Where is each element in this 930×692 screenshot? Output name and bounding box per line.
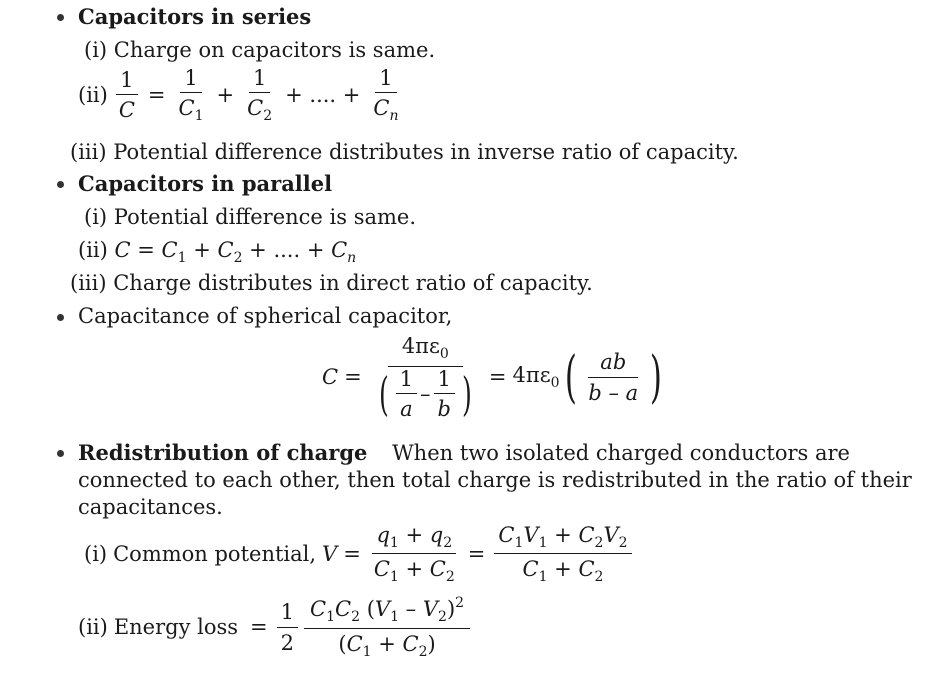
parallel-item-iii bbox=[70, 273, 593, 294]
redistribution-item-i-text: Common potential, bbox=[113, 541, 317, 566]
energy-loss-half-fraction: $\frac{1}{2}$ bbox=[277, 600, 298, 654]
spherical-formula: C = $4\pi\varepsilon_0$ ( $\frac{1}{a}$ – $\frac{1}{b}$ ) = $4\pi\varepsilon_0$ ( $\frac{ab}{b - a}$ ) bbox=[322, 334, 663, 422]
common-potential-fraction-2: $\frac{C_1V_1 + C_2V_2}{C_1 + C_2}$ bbox=[494, 523, 631, 585]
parallel-item-ii-label: (ii) bbox=[78, 238, 108, 262]
series-item-iii-text: Potential difference distributes in inverse ratio of capacity. bbox=[113, 140, 739, 164]
series-item-i-text: Charge on capacitors is same. bbox=[113, 38, 436, 62]
redistribution-text-1: When two isolated charged conductors are bbox=[392, 441, 850, 465]
spherical-text: Capacitance of spherical capacitor, bbox=[78, 304, 453, 328]
energy-loss-formula: (ii) Energy loss = $\frac{1}{2}$ $\frac{C_1C_2 (V_1 - V_2)^2}{(C_1 + C_2)}$ bbox=[78, 595, 473, 660]
bullet-icon bbox=[57, 314, 64, 321]
parallel-formula: (ii) $C = C_1 + C_2$ + .... + $C_n$ bbox=[78, 238, 357, 266]
bullet-icon bbox=[57, 181, 64, 188]
parallel-item-i-text: Potential difference is same. bbox=[113, 205, 417, 229]
spherical-main-fraction: $4\pi\varepsilon_0$ ( $\frac{1}{a}$ – $\frac{1}{b}$ ) bbox=[378, 334, 472, 422]
energy-loss-main-fraction: $\frac{C_1C_2 (V_1 - V_2)^2}{(C_1 + C_2)}$ bbox=[304, 595, 470, 660]
bullet-icon bbox=[57, 14, 64, 21]
bullet-icon bbox=[57, 450, 64, 457]
redistribution-item-ii-label: (ii) bbox=[78, 615, 108, 640]
common-potential-fraction-1: $\frac{q_1 + q_2}{C_1 + C_2}$ bbox=[373, 523, 455, 586]
parallel-item-i bbox=[84, 207, 416, 228]
redistribution-item-ii-text: Energy loss bbox=[113, 615, 239, 640]
redistribution-text-2: connected to each other, then total charge is redistributed in the ratio of their bbox=[78, 468, 912, 492]
redistribution-text-3: capacitances. bbox=[78, 495, 223, 519]
parallel-item-iii-label: (iii) bbox=[70, 271, 107, 295]
series-formula: (ii) $\frac{1}{C}$ = $\frac{1}{C_1}$ + $\frac{1}{C_2}$ + .... + $\frac{1}{C_n}$ bbox=[78, 66, 405, 124]
series-item-ii-label: (ii) bbox=[78, 82, 108, 107]
series-item-i bbox=[84, 40, 435, 61]
fraction-1-over-C: $\frac{1}{C}$ bbox=[115, 68, 139, 122]
fraction-1-over-Cn: $\frac{1}{C_n}$ bbox=[373, 66, 399, 125]
redistribution-item-i-label: (i) bbox=[84, 541, 108, 566]
series-item-i-label: (i) bbox=[84, 38, 108, 62]
parallel-heading: Capacitors in parallel bbox=[78, 171, 333, 196]
spherical-ab-fraction: $\frac{ab}{b - a}$ bbox=[588, 350, 639, 406]
series-heading: Capacitors in series bbox=[78, 4, 312, 29]
parallel-item-i-label: (i) bbox=[84, 205, 108, 229]
series-item-iii-label: (iii) bbox=[70, 140, 107, 164]
redistribution-para-line1 bbox=[78, 442, 850, 464]
fraction-1-over-C2: $\frac{1}{C_2}$ bbox=[247, 66, 273, 125]
common-potential-formula: (i) Common potential, V = $\frac{q_1 + q_2}{C_1 + C_2}$ = $\frac{C_1V_1 + C_2V_2}{C_1 + C_2}$ bbox=[84, 523, 635, 585]
series-item-iii bbox=[70, 142, 739, 163]
redistribution-heading: Redistribution of charge bbox=[78, 440, 368, 465]
parallel-item-iii-text: Charge distributes in direct ratio of capacity. bbox=[113, 271, 593, 295]
fraction-1-over-C1: $\frac{1}{C_1}$ bbox=[178, 66, 204, 125]
